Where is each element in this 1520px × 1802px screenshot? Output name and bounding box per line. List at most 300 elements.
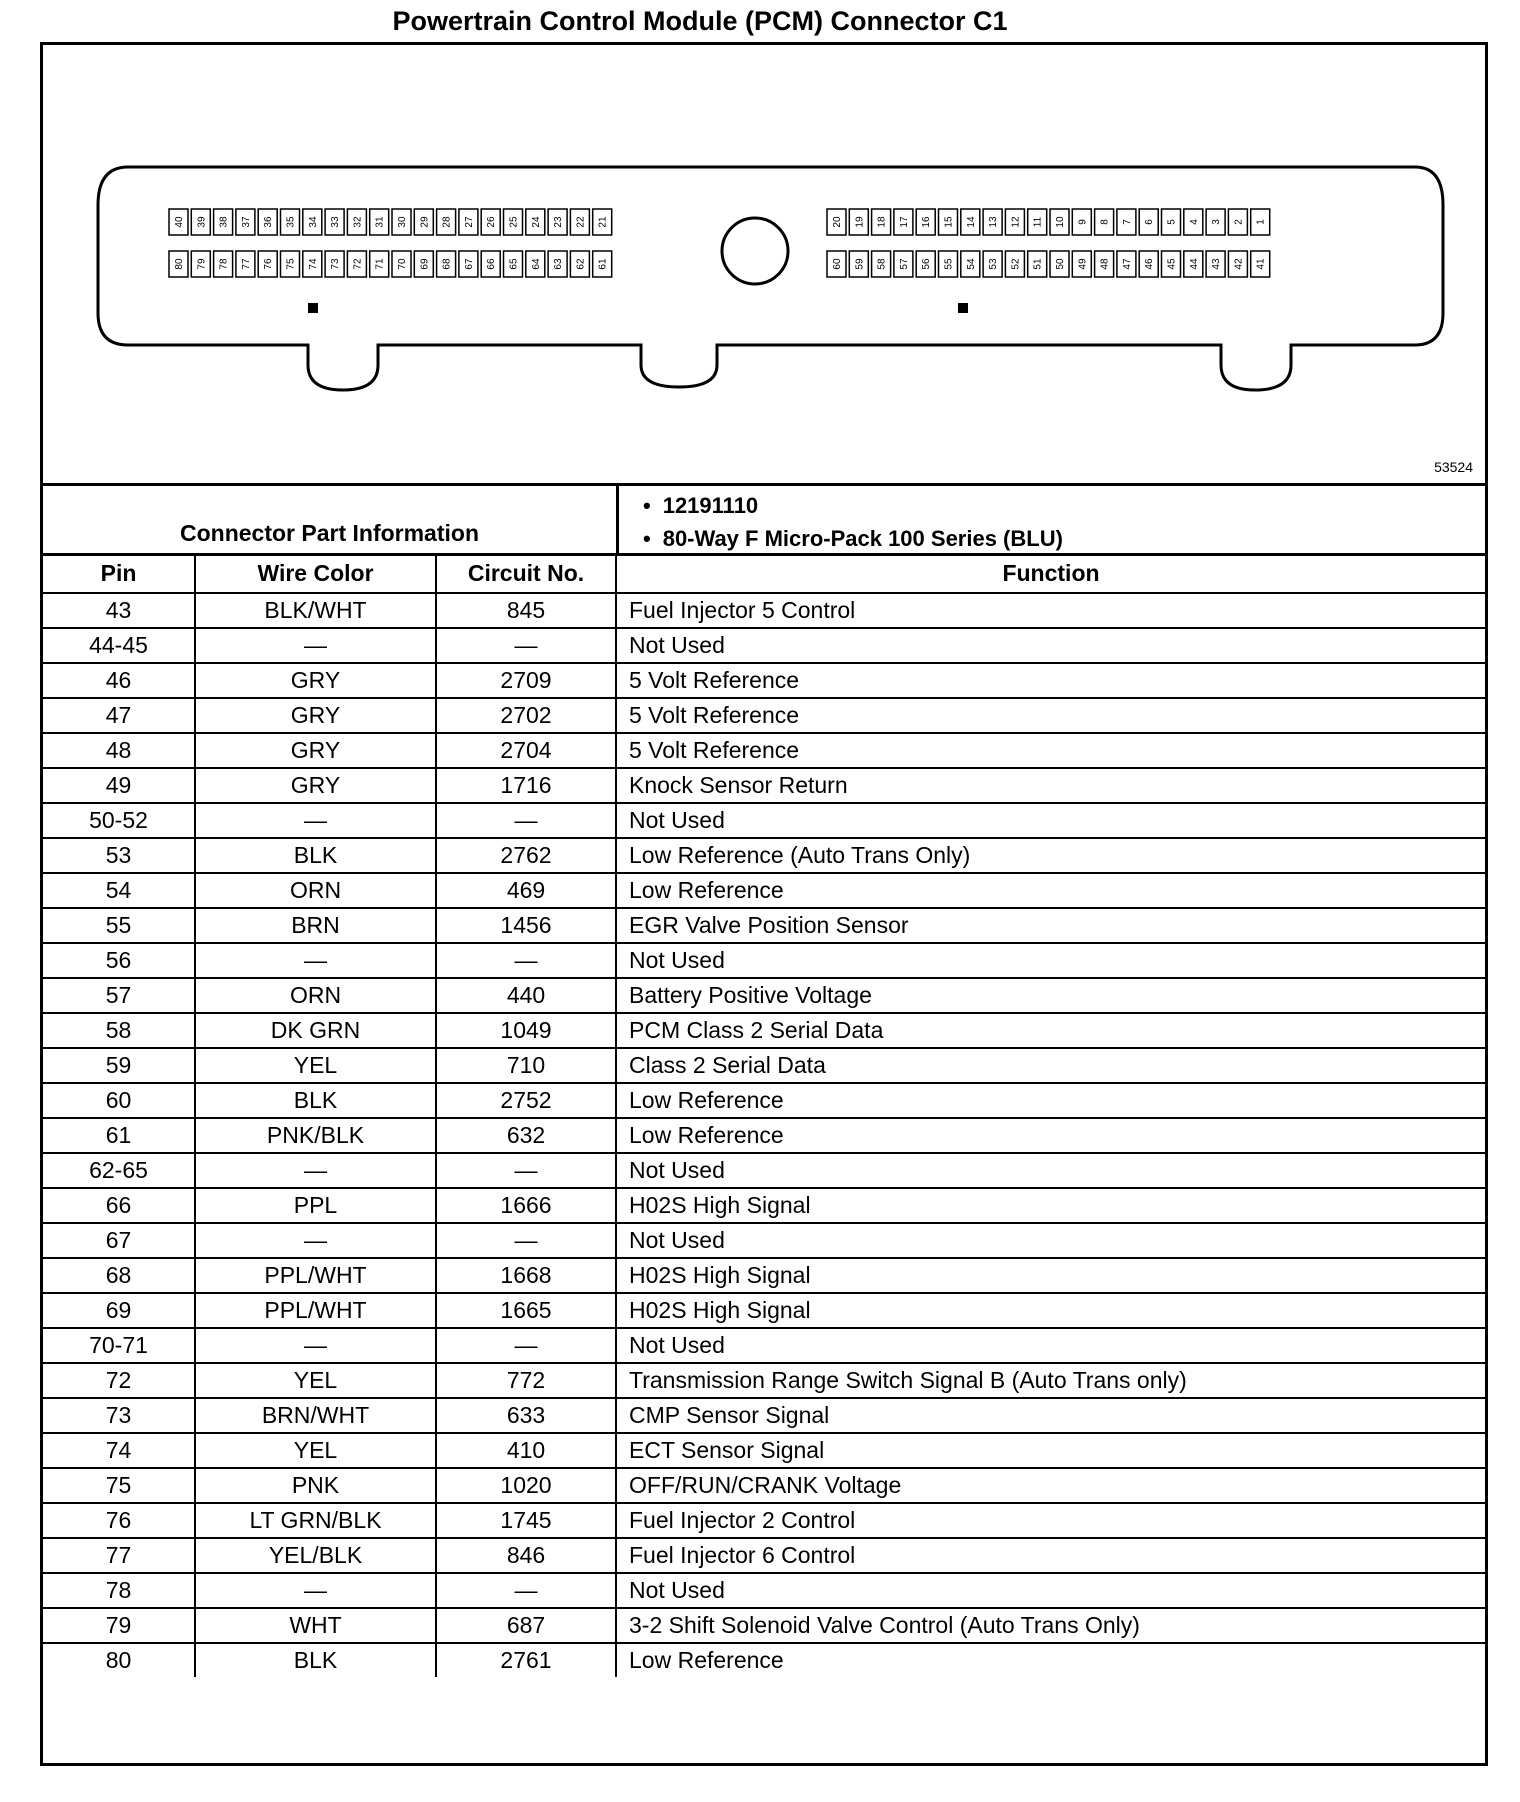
left-key-marker — [308, 303, 318, 313]
table-row — [43, 978, 1485, 1013]
circuit-cell: 440 — [436, 978, 616, 1013]
pin-cavity — [1206, 251, 1225, 277]
circuit-cell: 632 — [436, 1118, 616, 1153]
function-cell: Transmission Range Switch Signal B (Auto Trans only) — [616, 1363, 1485, 1398]
table-row — [43, 1643, 1485, 1677]
pin-cell: 78 — [43, 1573, 195, 1608]
pin-cavity — [392, 251, 411, 277]
pin-cavity — [1028, 251, 1047, 277]
pin-number-label: 67 — [463, 258, 475, 270]
pin-cavity — [347, 251, 366, 277]
pin-number-label: 72 — [352, 258, 364, 270]
pin-cavity — [169, 251, 188, 277]
circuit-cell: 687 — [436, 1608, 616, 1643]
pin-number-label: 43 — [1211, 258, 1223, 270]
pin-cell: 68 — [43, 1258, 195, 1293]
circuit-cell: 1665 — [436, 1293, 616, 1328]
figure-number: 53524 — [1434, 459, 1473, 475]
pin-cavity — [916, 209, 935, 235]
pin-cavity — [1162, 209, 1181, 235]
pin-cell: 74 — [43, 1433, 195, 1468]
pin-cell: 69 — [43, 1293, 195, 1328]
pin-cell: 46 — [43, 663, 195, 698]
table-row — [43, 1608, 1485, 1643]
pin-cell: 49 — [43, 768, 195, 803]
table-row — [43, 1083, 1485, 1118]
wire-color-cell: PPL — [195, 1188, 436, 1223]
wire-color-cell: GRY — [195, 768, 436, 803]
pin-cavity — [983, 209, 1002, 235]
wire-color-cell: YEL — [195, 1363, 436, 1398]
circuit-cell: 2709 — [436, 663, 616, 698]
circuit-cell: — — [436, 1223, 616, 1258]
pin-cavity — [303, 209, 322, 235]
table-row — [43, 1223, 1485, 1258]
wire-color-cell: PNK/BLK — [195, 1118, 436, 1153]
connector-diagram — [43, 45, 1485, 486]
pin-number-label: 78 — [218, 258, 230, 270]
pin-number-label: 63 — [553, 258, 565, 270]
function-cell: Not Used — [616, 1223, 1485, 1258]
pin-number-label: 59 — [854, 258, 866, 270]
pin-cell: 53 — [43, 838, 195, 873]
pin-cavity — [258, 251, 277, 277]
table-row — [43, 1118, 1485, 1153]
table-row — [43, 803, 1485, 838]
wire-color-cell: — — [195, 628, 436, 663]
table-row — [43, 1363, 1485, 1398]
pin-cavity — [593, 209, 612, 235]
pin-number-label: 41 — [1255, 258, 1267, 270]
pin-cavity — [1139, 209, 1158, 235]
wire-color-cell: ORN — [195, 978, 436, 1013]
table-row — [43, 943, 1485, 978]
pin-cell: 61 — [43, 1118, 195, 1153]
pin-cavity — [236, 251, 255, 277]
wire-color-cell: PPL/WHT — [195, 1258, 436, 1293]
circuit-cell: — — [436, 1328, 616, 1363]
table-row — [43, 1433, 1485, 1468]
pin-number-label: 26 — [486, 216, 498, 228]
pin-number-label: 44 — [1188, 258, 1200, 270]
table-row — [43, 1573, 1485, 1608]
pin-cavity — [1117, 251, 1136, 277]
right-key-marker — [958, 303, 968, 313]
pin-number-label: 39 — [196, 216, 208, 228]
pin-number-label: 61 — [597, 258, 609, 270]
pin-cavity — [1162, 251, 1181, 277]
pin-number-label: 69 — [419, 258, 431, 270]
circuit-cell: 1716 — [436, 768, 616, 803]
pin-cavity — [347, 209, 366, 235]
function-cell: EGR Valve Position Sensor — [616, 908, 1485, 943]
wire-color-cell: — — [195, 1328, 436, 1363]
wire-color-cell: PNK — [195, 1468, 436, 1503]
pin-cell: 48 — [43, 733, 195, 768]
pin-cavity — [526, 209, 545, 235]
wire-color-cell: LT GRN/BLK — [195, 1503, 436, 1538]
center-bolt-hole — [722, 218, 788, 284]
pin-cavity — [849, 251, 868, 277]
pin-cavity — [481, 209, 500, 235]
circuit-cell: 410 — [436, 1433, 616, 1468]
pin-cavity — [281, 209, 300, 235]
pin-cell: 73 — [43, 1398, 195, 1433]
pin-cavity — [325, 209, 344, 235]
pin-cavity — [939, 209, 958, 235]
pin-number-label: 8 — [1099, 219, 1111, 225]
connector-description: • 80-Way F Micro-Pack 100 Series (BLU) — [643, 522, 1063, 555]
function-cell: Fuel Injector 2 Control — [616, 1503, 1485, 1538]
pin-cavity — [414, 251, 433, 277]
function-cell: Fuel Injector 6 Control — [616, 1538, 1485, 1573]
pin-cavity — [191, 209, 210, 235]
pin-number-label: 13 — [988, 216, 1000, 228]
pin-cavity — [214, 209, 233, 235]
circuit-cell: 1456 — [436, 908, 616, 943]
part-number: • 12191110 — [643, 489, 1063, 522]
pin-cavity — [1184, 209, 1203, 235]
pin-cell: 70-71 — [43, 1328, 195, 1363]
pin-number-label: 32 — [352, 216, 364, 228]
pin-number-label: 56 — [921, 258, 933, 270]
wire-color-cell: — — [195, 1223, 436, 1258]
pin-number-label: 80 — [174, 258, 185, 270]
wire-color-cell: WHT — [195, 1608, 436, 1643]
pin-number-label: 68 — [441, 258, 453, 270]
circuit-cell: 1745 — [436, 1503, 616, 1538]
pin-cavity — [459, 251, 478, 277]
table-row — [43, 873, 1485, 908]
wire-color-cell: — — [195, 1153, 436, 1188]
pin-cavity — [1251, 209, 1270, 235]
pin-number-label: 6 — [1144, 219, 1156, 225]
pin-cavity — [214, 251, 233, 277]
pin-cavity — [894, 209, 913, 235]
table-row — [43, 908, 1485, 943]
pin-cavity — [258, 209, 277, 235]
table-row — [43, 1188, 1485, 1223]
pin-number-label: 12 — [1010, 216, 1022, 228]
circuit-cell: 1668 — [436, 1258, 616, 1293]
part-info-items — [643, 489, 1063, 555]
pin-cavity — [459, 209, 478, 235]
pin-cell: 67 — [43, 1223, 195, 1258]
function-cell: H02S High Signal — [616, 1293, 1485, 1328]
function-cell: Low Reference — [616, 873, 1485, 908]
pin-number-label: 4 — [1188, 219, 1200, 225]
function-cell: H02S High Signal — [616, 1188, 1485, 1223]
pin-number-label: 23 — [553, 216, 565, 228]
pin-number-label: 16 — [921, 216, 933, 228]
function-cell: Not Used — [616, 1573, 1485, 1608]
table-header-row — [43, 554, 1485, 593]
pin-cavity — [1005, 251, 1024, 277]
connector-face-drawing — [43, 45, 1485, 483]
pin-number-label: 48 — [1099, 258, 1111, 270]
pin-number-label: 76 — [263, 258, 275, 270]
pin-cell: 50-52 — [43, 803, 195, 838]
table-row — [43, 1013, 1485, 1048]
pin-number-label: 17 — [898, 216, 910, 228]
pin-number-label: 58 — [876, 258, 888, 270]
function-cell: Fuel Injector 5 Control — [616, 593, 1485, 628]
pin-number-label: 55 — [943, 258, 955, 270]
circuit-cell: — — [436, 1153, 616, 1188]
pin-cavity — [414, 209, 433, 235]
pin-cavity — [191, 251, 210, 277]
wire-color-cell: BRN/WHT — [195, 1398, 436, 1433]
pin-cavity — [983, 251, 1002, 277]
circuit-cell: 2752 — [436, 1083, 616, 1118]
table-row — [43, 1538, 1485, 1573]
function-cell: Knock Sensor Return — [616, 768, 1485, 803]
col-header-function: Function — [616, 554, 1485, 593]
pin-number-label: 28 — [441, 216, 453, 228]
wire-color-cell: BLK — [195, 1643, 436, 1677]
pin-cavity — [939, 251, 958, 277]
pin-number-label: 38 — [218, 216, 230, 228]
pin-number-label: 33 — [330, 216, 342, 228]
pin-number-label: 45 — [1166, 258, 1178, 270]
pin-cavity — [370, 251, 389, 277]
wire-color-cell: PPL/WHT — [195, 1293, 436, 1328]
pin-cell: 60 — [43, 1083, 195, 1118]
pin-cell: 47 — [43, 698, 195, 733]
pin-number-label: 36 — [263, 216, 275, 228]
pin-number-label: 18 — [876, 216, 888, 228]
pin-cavity — [961, 209, 980, 235]
pin-cell: 77 — [43, 1538, 195, 1573]
circuit-cell: 1666 — [436, 1188, 616, 1223]
pin-number-label: 37 — [240, 216, 252, 228]
wire-color-cell: — — [195, 943, 436, 978]
function-cell: Battery Positive Voltage — [616, 978, 1485, 1013]
circuit-cell: 2761 — [436, 1643, 616, 1677]
pin-number-label: 79 — [196, 258, 208, 270]
pin-number-label: 5 — [1166, 219, 1178, 225]
function-cell: Low Reference — [616, 1643, 1485, 1677]
pin-number-label: 11 — [1032, 216, 1044, 228]
pin-cell: 72 — [43, 1363, 195, 1398]
pin-cavity — [1184, 251, 1203, 277]
pin-number-label: 40 — [174, 216, 185, 228]
table-row — [43, 628, 1485, 663]
pin-cavity — [548, 209, 567, 235]
pin-cavity — [570, 251, 589, 277]
pin-cell: 75 — [43, 1468, 195, 1503]
table-row — [43, 1258, 1485, 1293]
connector-part-info — [43, 483, 1485, 556]
circuit-cell: 710 — [436, 1048, 616, 1083]
pin-cavity — [1050, 251, 1069, 277]
table-row — [43, 663, 1485, 698]
pin-cavity — [849, 209, 868, 235]
pin-cell: 80 — [43, 1643, 195, 1677]
pin-cavity — [1005, 209, 1024, 235]
pin-cavity — [1117, 209, 1136, 235]
wire-color-cell: YEL/BLK — [195, 1538, 436, 1573]
pin-cell: 54 — [43, 873, 195, 908]
pin-number-label: 7 — [1121, 219, 1133, 225]
wire-color-cell: — — [195, 803, 436, 838]
pin-number-label: 52 — [1010, 258, 1022, 270]
wire-color-cell: — — [195, 1573, 436, 1608]
col-header-pin: Pin — [43, 554, 195, 593]
wire-color-cell: GRY — [195, 663, 436, 698]
pin-number-label: 53 — [988, 258, 1000, 270]
pin-number-label: 9 — [1077, 219, 1089, 225]
pin-number-label: 1 — [1255, 219, 1267, 225]
wire-color-cell: YEL — [195, 1433, 436, 1468]
circuit-cell: 633 — [436, 1398, 616, 1433]
table-row — [43, 1398, 1485, 1433]
pin-cell: 76 — [43, 1503, 195, 1538]
table-row — [43, 1048, 1485, 1083]
pin-number-label: 25 — [508, 216, 520, 228]
pin-number-label: 62 — [575, 258, 587, 270]
function-cell: 5 Volt Reference — [616, 698, 1485, 733]
pin-cavity — [1206, 209, 1225, 235]
pin-cavity — [1228, 209, 1247, 235]
pin-number-label: 27 — [463, 216, 475, 228]
pin-number-label: 20 — [832, 216, 843, 228]
circuit-cell: 1049 — [436, 1013, 616, 1048]
pin-number-label: 42 — [1233, 258, 1245, 270]
pin-cavity — [526, 251, 545, 277]
pin-number-label: 75 — [285, 258, 297, 270]
pin-number-label: 50 — [1055, 258, 1066, 270]
pin-number-label: 73 — [330, 258, 342, 270]
pin-number-label: 35 — [285, 216, 297, 228]
wire-color-cell: BLK — [195, 1083, 436, 1118]
pin-cavity — [1251, 251, 1270, 277]
circuit-cell: — — [436, 943, 616, 978]
wire-color-cell: ORN — [195, 873, 436, 908]
pin-number-label: 24 — [530, 216, 542, 228]
table-row — [43, 768, 1485, 803]
pin-cavity — [1095, 209, 1114, 235]
pin-cavity — [961, 251, 980, 277]
pin-number-label: 74 — [307, 258, 319, 270]
wire-color-cell: GRY — [195, 733, 436, 768]
wire-color-cell: BRN — [195, 908, 436, 943]
wire-color-cell: BLK/WHT — [195, 593, 436, 628]
pin-cavity — [827, 251, 846, 277]
pin-number-label: 77 — [240, 258, 252, 270]
pin-cavity — [593, 251, 612, 277]
wire-color-cell: YEL — [195, 1048, 436, 1083]
circuit-cell: 469 — [436, 873, 616, 908]
table-row — [43, 1468, 1485, 1503]
pin-cell: 44-45 — [43, 628, 195, 663]
pin-cavity — [1028, 209, 1047, 235]
pin-cavity — [1072, 209, 1091, 235]
pin-number-label: 49 — [1077, 258, 1089, 270]
function-cell: Not Used — [616, 943, 1485, 978]
function-cell: Low Reference (Auto Trans Only) — [616, 838, 1485, 873]
function-cell: Not Used — [616, 1328, 1485, 1363]
table-row — [43, 1328, 1485, 1363]
pinout-table — [43, 553, 1485, 1677]
pin-cell: 58 — [43, 1013, 195, 1048]
pin-number-label: 47 — [1121, 258, 1133, 270]
col-header-wire-color: Wire Color — [195, 554, 436, 593]
wire-color-cell: GRY — [195, 698, 436, 733]
pin-cell: 43 — [43, 593, 195, 628]
pin-cell: 57 — [43, 978, 195, 1013]
circuit-cell: 2762 — [436, 838, 616, 873]
pinout-rows — [43, 593, 1485, 1677]
pin-cavity — [827, 209, 846, 235]
table-row — [43, 593, 1485, 628]
table-row — [43, 1503, 1485, 1538]
function-cell: Low Reference — [616, 1083, 1485, 1118]
function-cell: Not Used — [616, 803, 1485, 838]
circuit-cell: 772 — [436, 1363, 616, 1398]
pin-cavity — [325, 251, 344, 277]
table-row — [43, 733, 1485, 768]
pin-cavity — [437, 209, 456, 235]
pin-number-label: 21 — [597, 216, 609, 228]
part-info-divider — [616, 483, 619, 553]
pin-cavity — [392, 209, 411, 235]
pin-number-label: 46 — [1144, 258, 1156, 270]
wire-color-cell: BLK — [195, 838, 436, 873]
pin-number-label: 29 — [419, 216, 431, 228]
pin-number-label: 15 — [943, 216, 955, 228]
table-row — [43, 698, 1485, 733]
pin-cavity — [281, 251, 300, 277]
function-cell: OFF/RUN/CRANK Voltage — [616, 1468, 1485, 1503]
pin-cavity — [1139, 251, 1158, 277]
pin-cavity — [1050, 209, 1069, 235]
function-cell: Not Used — [616, 1153, 1485, 1188]
page-title: Powertrain Control Module (PCM) Connector C1 — [392, 6, 1008, 36]
pin-cavities — [169, 209, 1270, 277]
circuit-cell: — — [436, 628, 616, 663]
pin-cell: 56 — [43, 943, 195, 978]
table-row — [43, 1153, 1485, 1188]
function-cell: ECT Sensor Signal — [616, 1433, 1485, 1468]
pin-cavity — [437, 251, 456, 277]
part-info-label: Connector Part Information — [179, 520, 479, 546]
pin-cell: 66 — [43, 1188, 195, 1223]
pin-number-label: 34 — [307, 216, 319, 228]
pin-number-label: 70 — [397, 258, 408, 270]
function-cell: Not Used — [616, 628, 1485, 663]
function-cell: H02S High Signal — [616, 1258, 1485, 1293]
pin-number-label: 22 — [575, 216, 587, 228]
pin-number-label: 14 — [965, 216, 977, 228]
pin-cavity — [1072, 251, 1091, 277]
pin-cavity — [548, 251, 567, 277]
function-cell: 3-2 Shift Solenoid Valve Control (Auto Trans Only) — [616, 1608, 1485, 1643]
function-cell: PCM Class 2 Serial Data — [616, 1013, 1485, 1048]
table-row — [43, 838, 1485, 873]
pin-cavity — [303, 251, 322, 277]
pin-cavity — [894, 251, 913, 277]
circuit-cell: 2704 — [436, 733, 616, 768]
pin-number-label: 10 — [1055, 216, 1066, 228]
pin-number-label: 66 — [486, 258, 498, 270]
function-cell: Low Reference — [616, 1118, 1485, 1153]
wire-color-cell: DK GRN — [195, 1013, 436, 1048]
pin-cell: 62-65 — [43, 1153, 195, 1188]
circuit-cell: — — [436, 803, 616, 838]
pin-cavity — [504, 209, 523, 235]
pin-number-label: 71 — [374, 258, 386, 270]
